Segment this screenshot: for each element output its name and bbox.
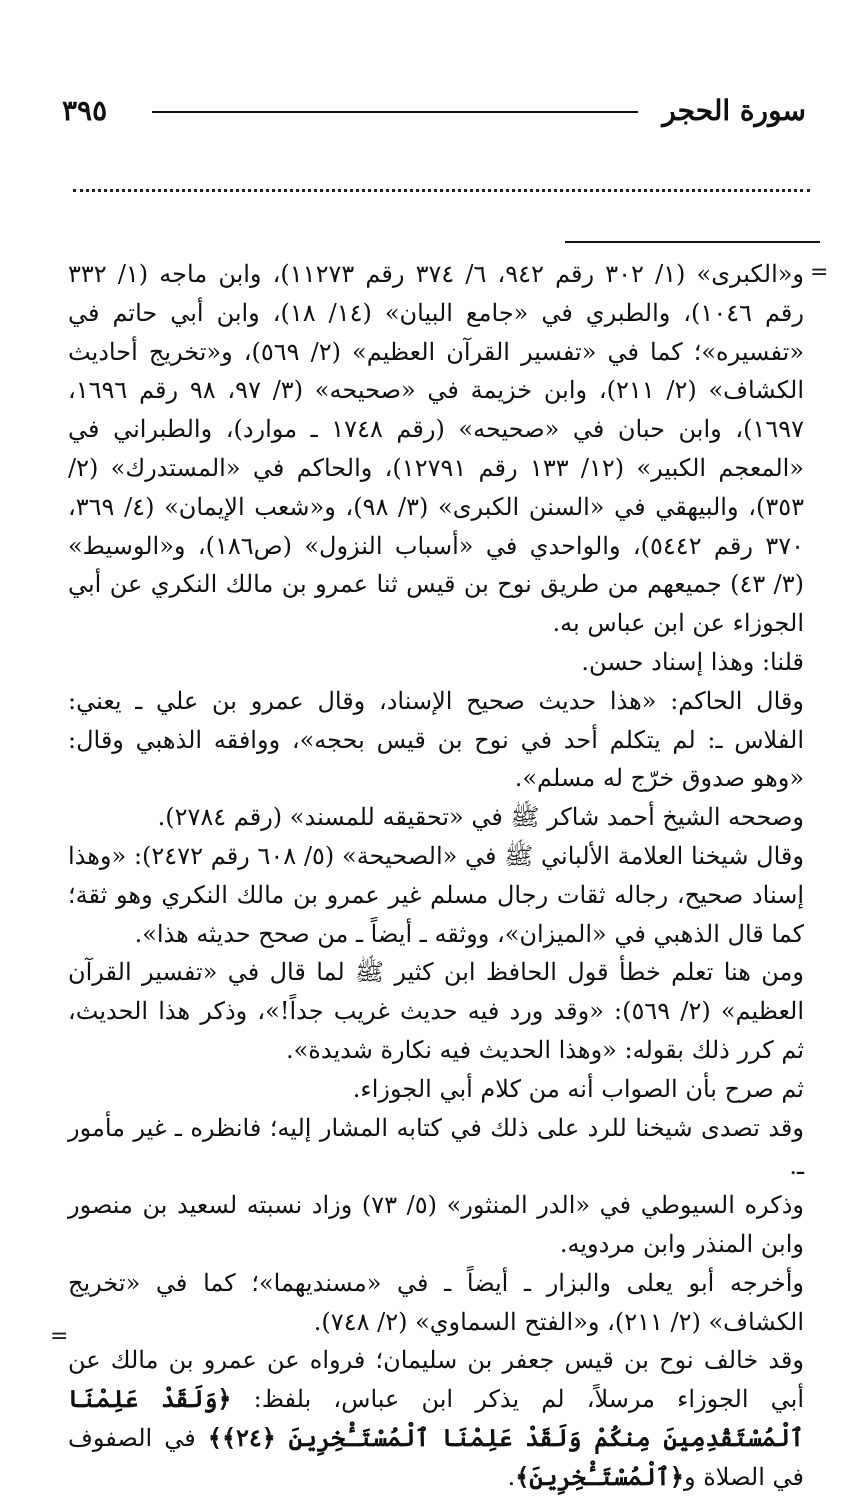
paragraph: وقال الحاكم: «هذا حديث صحيح الإسناد، وقال عمرو بن علي ـ يعني: الفلاس ـ: لم يتكلم أحد في نوح بن قيس بحجه»، ووافقه الذهبي وقال: «وهو صدوق خرّج له مسلم». [68, 686, 804, 793]
dotted-separator [73, 189, 810, 192]
paragraph-last [68, 1341, 804, 1496]
text-segment: في الصفوف في الصلاة و [68, 1423, 804, 1491]
footnote-body [68, 255, 804, 1497]
paragraph: و«الكبرى» (١/ ٣٠٢ رقم ٩٤٢، ٦/ ٣٧٤ رقم ١١٢٧٣)، وابن ماجه (١/ ٣٣٢ رقم ١٠٤٦)، والطبري في «جامع البيان» (١٤/ ١٨)، وابن أبي حاتم في «تفسيره»؛ كما في «تفسير القرآن العظيم» (٢/ ٥٦٩)، و«تخريج أحاديث الكشاف» (٢/ ٢١١)، وابن خزيمة في «صحيحه» (٣/ ٩٧، ٩٨ رقم ١٦٩٦، ١٦٩٧)، وابن حبان في «صحيحه» (رقم ١٧٤٨ ـ موارد)، والطبراني في «المعجم الكبير» (١٢/ ١٣٣ رقم ١٢٧٩١)، والحاكم في «المستدرك» (٢/ ٣٥٣)، والبيهقي في «السنن الكبرى» (٣/ ٩٨)، و«شعب الإيمان» (٤/ ٣٦٩، ٣٧٠ رقم ٥٤٤٢)، والواحدي في «أسباب النزول» (ص١٨٦)، و«الوسيط» (٣/ ٤٣) جميعهم من طريق نوح بن قيس ثنا عمرو بن مالك النكري عن أبي الجوزاء عن ابن عباس به. [68, 260, 805, 638]
paragraph: ثم صرح بأن الصواب أنه من كلام أبي الجوزاء. [352, 1074, 804, 1103]
text-segment: . [507, 1462, 516, 1491]
header-rule [152, 111, 638, 113]
continuation-mark-top: = [810, 260, 829, 285]
page-number: ٣٩٥ [62, 94, 108, 127]
paragraph: وقال شيخنا العلامة الألباني ﷺ في «الصحيحة» (٥/ ٦٠٨ رقم ٢٤٧٢): «وهذا إسناد صحيح، رجاله ثقات رجال مسلم غير عمرو بن مالك النكري وهو ثقة؛ كما قال الذهبي في «الميزان»، ووثقه ـ أيضاً ـ من صحح حديثه هذا». [68, 841, 804, 948]
quran-verse: ﴿وَلَقَدْ عَلِمْنَا ٱلْمُسْتَقْدِمِينَ مِنكُمْ وَلَقَدْ عَلِمْنَا ٱلْمُسْتَـْٔخِرِينَ ﴿٢٤﴾﴾ [68, 1384, 804, 1452]
paragraph: قلنا: وهذا إسناد حسن. [581, 647, 804, 676]
paragraph: وقد تصدى شيخنا للرد على ذلك في كتابه المشار إليه؛ فانظره ـ غير مأمور ـ. [68, 1113, 804, 1181]
text-segment: وقد خالف نوح بن قيس جعفر بن سليمان؛ فرواه عن عمرو بن مالك عن أبي الجوزاء مرسلاً، لم يذكر ابن عباس، بلفظ: [68, 1346, 805, 1414]
continuation-mark-bottom: = [50, 1324, 69, 1349]
paragraph: وذكره السيوطي في «الدر المنثور» (٥/ ٧٣) وزاد نسبته لسعيد بن منصور وابن المنذر وابن مردويه. [68, 1191, 804, 1258]
footnote-rule [565, 241, 820, 243]
quran-word: ﴿ٱلْمُسْتَـْٔخِرِينَ﴾ [515, 1461, 684, 1491]
page-header [62, 86, 806, 136]
paragraph: وصححه الشيخ أحمد شاكر ﷺ في «تحقيقه للمسند» (رقم ٢٧٨٤). [157, 803, 804, 832]
paragraph: ومن هنا تعلم خطأ قول الحافظ ابن كثير ﷺ لما قال في «تفسير القرآن العظيم» (٢/ ٥٦٩): «وقد ورد فيه حديث غريب جداً!»، وذكر هذا الحديث، ثم كرر ذلك بقوله: «وهذا الحديث فيه نكارة شديدة». [68, 958, 804, 1064]
surah-title: سورة الحجر [662, 94, 806, 127]
paragraph: وأخرجه أبو يعلى والبزار ـ أيضاً ـ في «مسنديهما»؛ كما في «تخريج الكشاف» (٢/ ٢١١)، و«الفتح السماوي» (٢/ ٧٤٨). [68, 1268, 804, 1336]
